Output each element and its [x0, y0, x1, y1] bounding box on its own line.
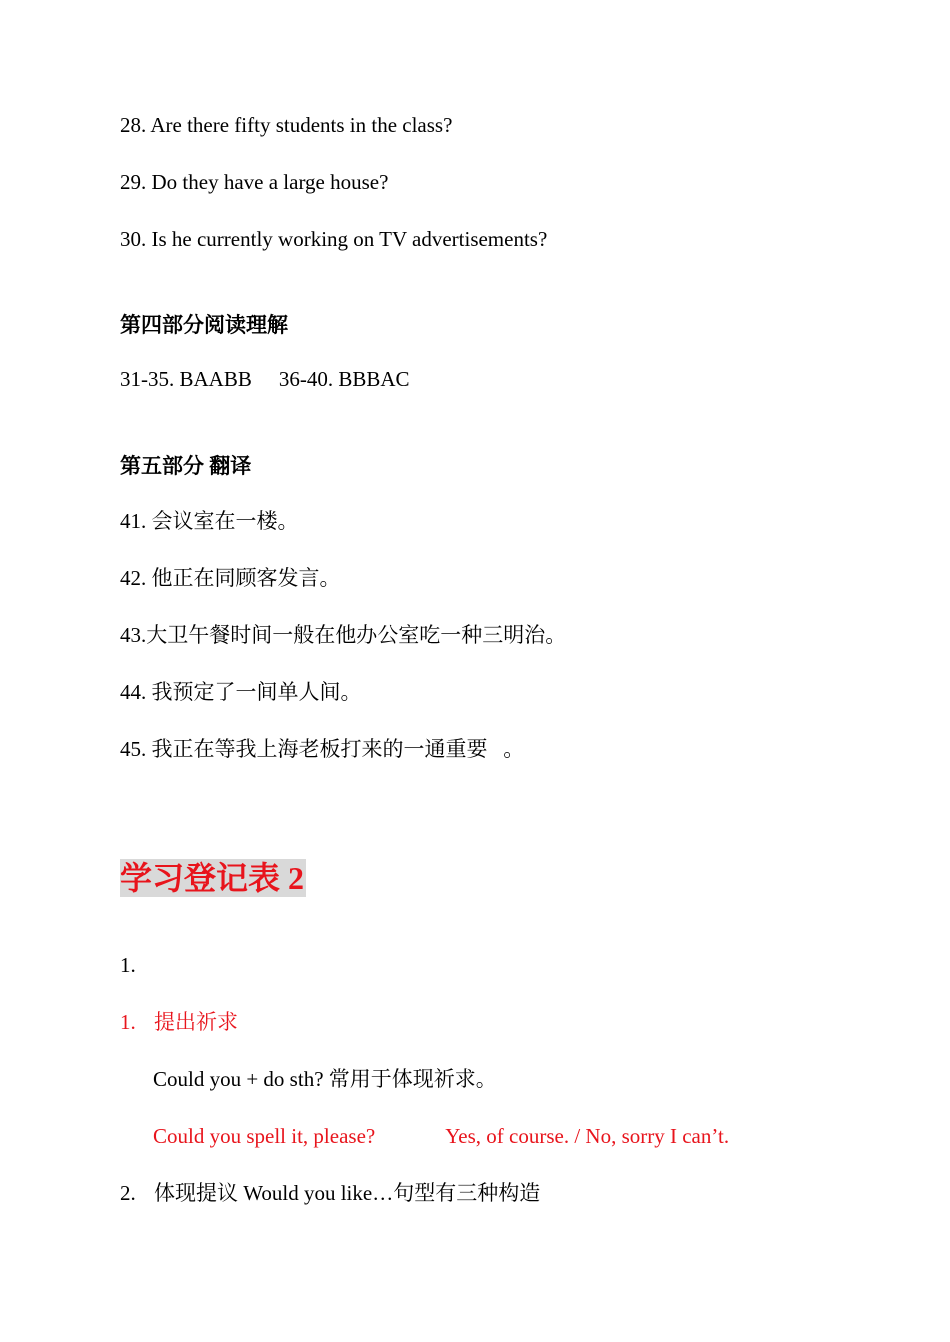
example-answer: Yes, of course. / No, sorry I can’t.	[445, 1124, 730, 1148]
part4-heading: 第四部分阅读理解	[120, 313, 288, 337]
translation-44: 44. 我预定了一间单人间。	[120, 680, 362, 704]
request-explanation: Could you + do sth? 常用于体现祈求。	[153, 1067, 497, 1091]
translation-45: 45. 我正在等我上海老板打来的一通重要 。	[120, 737, 525, 761]
request-label: 提出祈求	[154, 1010, 238, 1034]
answers-31-35: 31-35. BAABB	[120, 367, 252, 391]
request-example	[153, 1122, 729, 1150]
section-title: 学习登记表 2	[120, 860, 305, 896]
request-number: 1.	[120, 1010, 136, 1034]
translation-42: 42. 他正在同顾客发言。	[120, 566, 341, 590]
question-29: 29. Do they have a large house?	[120, 170, 389, 194]
part5-heading: 第五部分 翻译	[120, 454, 252, 478]
suggestion-label: 体现提议 Would you like…句型有三种构造	[154, 1181, 541, 1205]
translation-43: 43.大卫午餐时间一般在他办公室吃一种三明治。	[120, 623, 567, 647]
suggestion-number: 2.	[120, 1181, 136, 1205]
list-item-1: 1.	[120, 953, 136, 977]
request-heading	[120, 1008, 238, 1036]
answers-36-40: 36-40. BBBAC	[278, 367, 410, 391]
question-30: 30. Is he currently working on TV advertisements?	[120, 227, 548, 251]
translation-41: 41. 会议室在一楼。	[120, 509, 299, 533]
part4-answers	[120, 365, 410, 393]
question-28: 28. Are there fifty students in the class?	[120, 113, 453, 137]
example-question: Could you spell it, please?	[153, 1124, 376, 1148]
suggestion-heading	[120, 1179, 540, 1207]
